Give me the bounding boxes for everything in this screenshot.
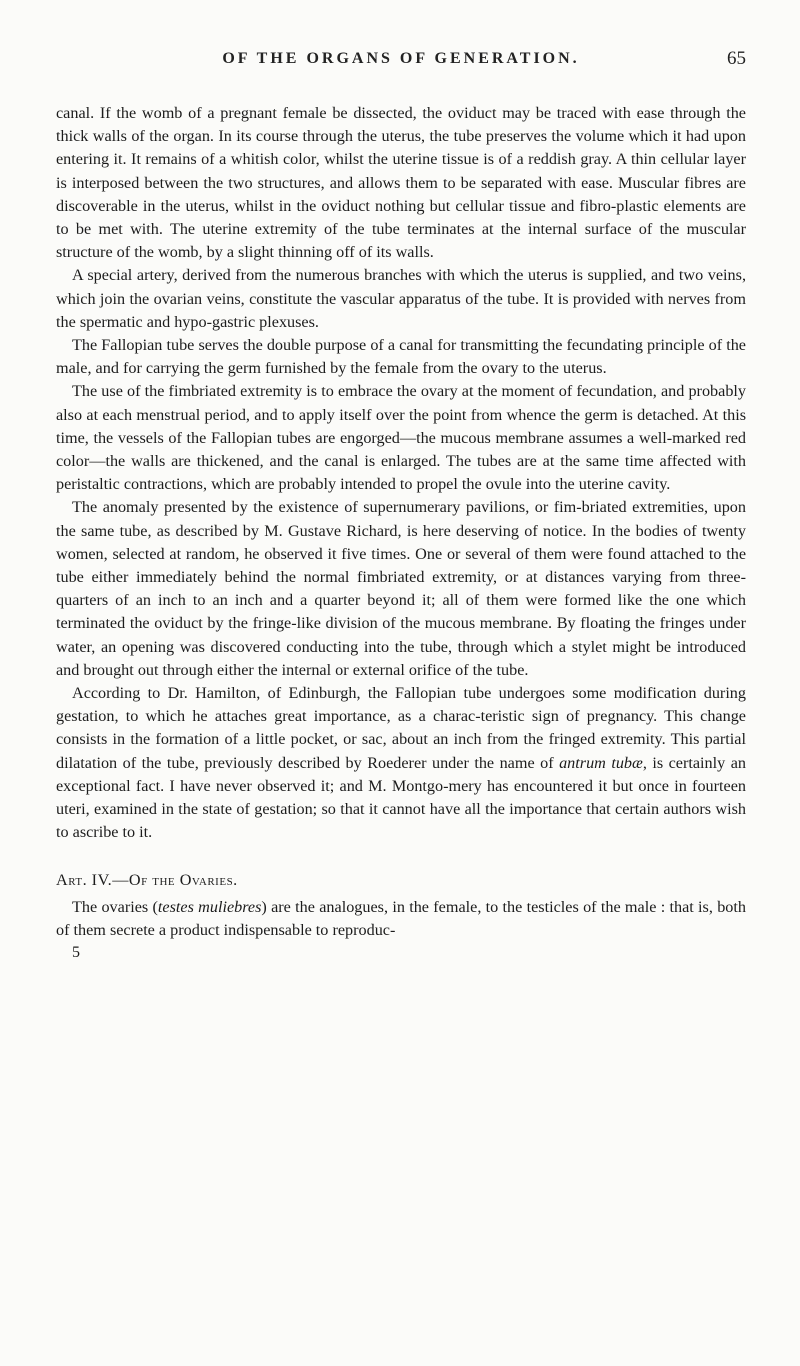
body-text [56,102,746,942]
text-run: According to Dr. Hamilton, of Edinburgh, the Fallopian tube undergoes some modification during gestation, to which he attaches great importance, as a charac-teristic sign of pregnancy. This change consists in the formation of a little pocket, or sac, about an inch from the fringed extremity. This partial dilatation of the tube, previously described by Roederer under the name of [56,684,746,772]
text-run: , is certainly an exceptional fact. I have never observed it; and M. Montgo-mery has encountered it but once in fourteen uteri, examined in the state of gestation; so that it cannot have all the importance that certain authors wish to ascribe to it. [56,753,746,842]
paragraph: The anomaly presented by the existence of supernumerary pavilions, or fim-briated extremities, upon the same tube, as described by M. Gustave Richard, is here deserving of notice. In the bodies of twenty women, selected at random, he observed it five times. One or several of them were found attached to the tube either immediately behind the normal fimbriated extremity, or at distances varying from three-quarters of an inch to an inch and a quarter beyond it; all of them were formed like the one which terminated the oviduct by the fringe-like division of the mucous membrane. By floating the fringes under water, an opening was discovered conducting into the tube, through which a stylet might be introduced and brought out through either the internal or external orifice of the tube. [56,498,746,679]
signature-mark: 5 [72,944,80,962]
paragraph-hamilton [56,682,746,844]
running-head [56,50,746,76]
latin-term: testes muliebres [157,897,262,916]
section-heading: Art. IV.—Of the Ovaries. [56,870,238,889]
paragraph: canal. If the womb of a pregnant female be dissected, the oviduct may be traced with ease through the thick walls of the organ. In its course through the uterus, the tube preserves the volume which it had upon entering it. It remains of a whitish color, whilst the uterine tissue is of a reddish gray. A thin cellular layer is interposed between the two structures, and allows them to be separated with ease. Muscular fibres are discoverable in the uterus, whilst in the oviduct nothing but cellular tissue and fibro-plastic elements are to be met with. The uterine extremity of the tube terminates at the internal surface of the muscular structure of the womb, by a slight thinning off of its walls. [56,104,746,262]
book-page [56,50,746,964]
text-run: ) are the analogues, in the female, to the testicles of the male : that is, both of them secrete a product indispensable to reproduc- [56,897,746,939]
text-run: The ovaries ( [72,897,158,916]
paragraph: The Fallopian tube serves the double purpose of a canal for transmitting the fecundating principle of the male, and for carrying the germ furnished by the female from the ovary to the uterus. [56,336,746,378]
paragraph-ovaries [56,896,746,942]
running-title: OF THE ORGANS OF GENERATION. [222,50,580,67]
paragraph: The use of the fimbriated extremity is to embrace the ovary at the moment of fecundation, and probably also at each menstrual period, and to apply itself over the point from whence the germ is detached. At this time, the vessels of the Fallopian tubes are engorged—the mucous membrane assumes a well-marked red color—the walls are thickened, and the canal is enlarged. The tubes are at the same time affected with peristaltic contractions, which are probably intended to propel the ovule into the uterine cavity. [56,382,746,494]
latin-term: antrum tubæ [559,753,643,772]
paragraph: A special artery, derived from the numerous branches with which the uterus is supplied, and two veins, which join the ovarian veins, constitute the vascular apparatus of the tube. It is provided with nerves from the spermatic and hypo-gastric plexuses. [56,266,746,331]
page-number: 65 [727,48,746,69]
